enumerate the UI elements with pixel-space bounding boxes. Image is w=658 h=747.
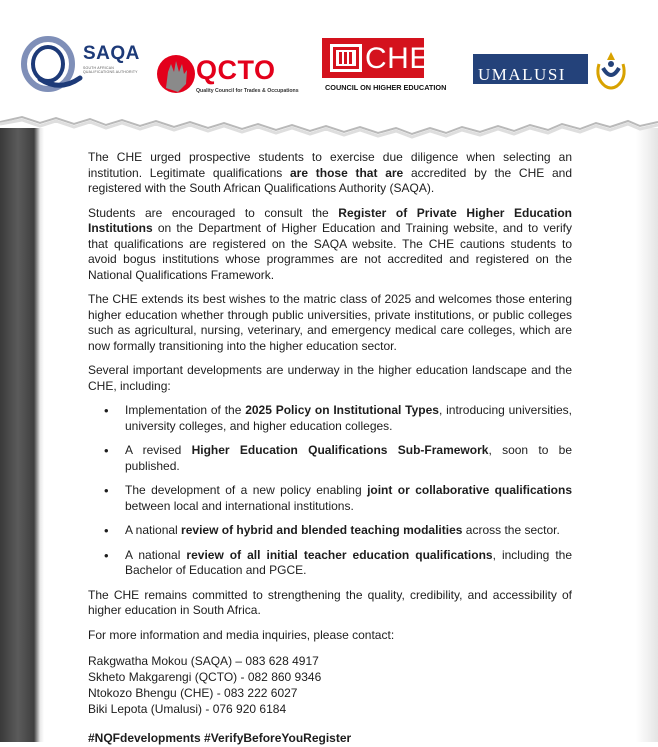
bold-text: joint or collaborative qualifications [367, 483, 573, 497]
list-item [88, 523, 572, 539]
text-segment: Implementation of the [125, 403, 246, 417]
bold-text: Higher Education Qualifications Sub-Framework [191, 443, 489, 457]
contact-saqa: Rakgwatha Mokou (SAQA) – 083 628 4917 [88, 654, 319, 668]
bold-text: 2025 Policy on Institutional Types [245, 403, 439, 417]
text-segment: across the sector. [462, 523, 560, 537]
qcto-tagline: Quality Council for Trades & Occupations [196, 88, 299, 94]
text-segment: A national [125, 523, 182, 537]
umalusi-wordmark: UMALUSI [478, 65, 566, 84]
umalusi-blue-block [473, 54, 588, 84]
bold-text: Register of Private Higher Education Institutions [88, 205, 572, 235]
che-logo [320, 36, 447, 96]
text-segment: on the Department of Higher Education and Training website, and to verify that qualifications are registered on the SAQA website. The CHE cautions students to avoid bogus institutions whose programmes are not accredited and registered on the National Qualifications Framework. [88, 221, 572, 282]
torn-paper-edge [0, 108, 658, 150]
list-item [88, 403, 572, 434]
text-segment: accredited by the CHE and registered with the South African Qualifications Authority (SAQA). [88, 165, 572, 195]
qcto-hand-icon [156, 52, 196, 98]
che-wordmark: CHE [365, 42, 430, 75]
paragraph-register [88, 206, 572, 284]
umalusi-emblem-icon [591, 48, 631, 92]
text-segment: A national [125, 547, 187, 562]
developments-list [88, 403, 572, 579]
qcto-logo [156, 52, 298, 102]
saqa-tagline: SOUTH AFRICAN QUALIFICATIONS AUTHORITY [83, 66, 138, 74]
text-segment: The CHE urged prospective students to exercise due diligence when selecting an institution. Legitimate qualifications [88, 150, 572, 180]
text-segment: , introducing universities, university colleges, and higher education colleges. [125, 403, 572, 433]
list-item [88, 548, 572, 579]
qcto-wordmark: QCTO [196, 55, 276, 85]
saqa-swoosh-icon [20, 34, 84, 94]
text-segment: Students are encouraged to consult the [88, 205, 339, 220]
right-shadow-edge [636, 128, 658, 742]
hashtags: #NQFdevelopments #VerifyBeforeYouRegister [88, 731, 352, 745]
text-segment: A revised [125, 443, 192, 457]
list-item [88, 483, 572, 514]
saqa-logo [20, 34, 138, 94]
contact-che: Ntokozo Bhengu (CHE) - 083 222 6027 [88, 686, 298, 700]
umalusi-logo [473, 48, 633, 98]
che-emblem-icon [326, 38, 366, 78]
paragraph-due-diligence [88, 150, 572, 197]
text-segment: , soon to be published. [125, 443, 572, 473]
contact-qcto: Skheto Makgarengi (QCTO) - 082 860 9346 [88, 670, 322, 684]
bold-text: are those that are [289, 165, 404, 180]
che-tagline: COUNCIL ON HIGHER EDUCATION [325, 83, 447, 92]
text-segment: The development of a new policy enabling [125, 483, 368, 497]
paragraph-best-wishes: The CHE extends its best wishes to the matric class of 2025 and welcomes those entering higher education whether through public universities, private institutions, or public colleges such as agricultural, nursing, veterinary, and emergency medical care colleges, which are now formally transitioning into the higher education sector. [88, 292, 572, 353]
bold-text: review of hybrid and blended teaching modalities [181, 523, 463, 537]
press-release-body [88, 150, 572, 747]
text-segment: between local and international institutions. [125, 498, 354, 513]
paragraph-contact-intro: For more information and media inquiries, please contact: [88, 627, 395, 642]
bold-text: review of all initial teacher education qualifications [186, 547, 493, 562]
left-dark-strip [0, 128, 70, 742]
saqa-wordmark: SAQA [83, 43, 140, 64]
contact-list [88, 653, 572, 717]
che-red-block [322, 38, 430, 78]
contact-umalusi: Biki Lepota (Umalusi) - 076 920 6184 [88, 702, 287, 716]
list-item [88, 443, 572, 474]
paragraph-commitment: The CHE remains committed to strengthening the quality, credibility, and accessibility of higher education in South Africa. [88, 587, 572, 617]
paragraph-developments-intro: Several important developments are underway in the higher education landscape and the CHE, including: [88, 363, 572, 393]
text-segment: , including the Bachelor of Education and PGCE. [125, 547, 573, 577]
